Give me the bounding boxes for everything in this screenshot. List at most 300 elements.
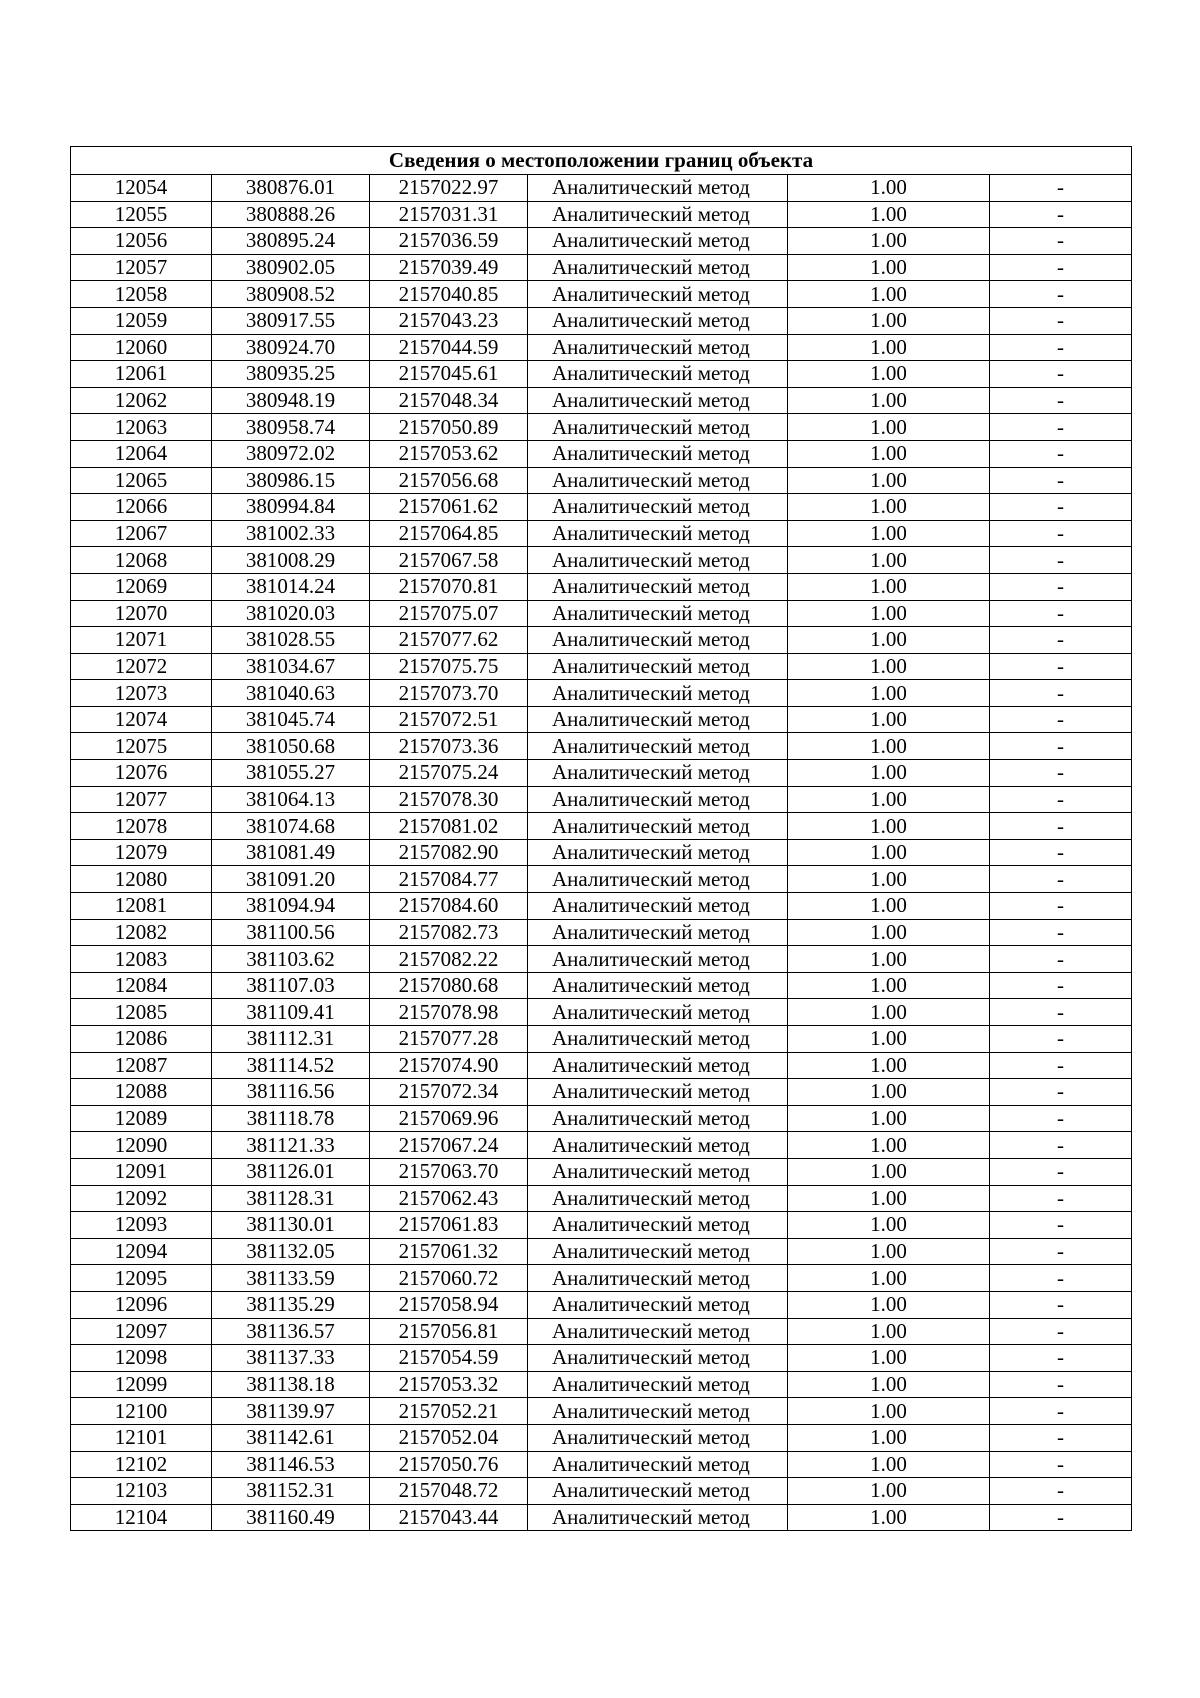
method-cell: Аналитический метод: [528, 653, 788, 680]
note-cell: -: [990, 387, 1132, 414]
table-row: [71, 1345, 1132, 1372]
note-cell: -: [990, 972, 1132, 999]
note-cell: -: [990, 520, 1132, 547]
y-coordinate-cell: 2157062.43: [370, 1185, 528, 1212]
method-cell: Аналитический метод: [528, 1318, 788, 1345]
table-row: [71, 1185, 1132, 1212]
y-coordinate-cell: 2157039.49: [370, 254, 528, 281]
accuracy-cell: 1.00: [788, 281, 990, 308]
accuracy-cell: 1.00: [788, 1052, 990, 1079]
accuracy-cell: 1.00: [788, 414, 990, 441]
x-coordinate-cell: 381116.56: [212, 1079, 370, 1106]
accuracy-cell: 1.00: [788, 361, 990, 388]
point-number-cell: 12066: [71, 494, 212, 521]
accuracy-cell: 1.00: [788, 680, 990, 707]
note-cell: -: [990, 1345, 1132, 1372]
table-row: [71, 839, 1132, 866]
note-cell: -: [990, 1398, 1132, 1425]
accuracy-cell: 1.00: [788, 1398, 990, 1425]
note-cell: -: [990, 1052, 1132, 1079]
note-cell: -: [990, 1318, 1132, 1345]
method-cell: Аналитический метод: [528, 1238, 788, 1265]
method-cell: Аналитический метод: [528, 627, 788, 654]
table-row: [71, 254, 1132, 281]
note-cell: -: [990, 600, 1132, 627]
x-coordinate-cell: 381064.13: [212, 786, 370, 813]
y-coordinate-cell: 2157070.81: [370, 573, 528, 600]
table-row: [71, 1478, 1132, 1505]
table-row: [71, 1052, 1132, 1079]
y-coordinate-cell: 2157053.32: [370, 1371, 528, 1398]
note-cell: -: [990, 919, 1132, 946]
method-cell: Аналитический метод: [528, 1478, 788, 1505]
x-coordinate-cell: 381133.59: [212, 1265, 370, 1292]
table-row: [71, 760, 1132, 787]
y-coordinate-cell: 2157036.59: [370, 228, 528, 255]
accuracy-cell: 1.00: [788, 946, 990, 973]
table-row: [71, 1398, 1132, 1425]
accuracy-cell: 1.00: [788, 1212, 990, 1239]
table-row: [71, 334, 1132, 361]
method-cell: Аналитический метод: [528, 733, 788, 760]
point-number-cell: 12083: [71, 946, 212, 973]
table-row: [71, 361, 1132, 388]
accuracy-cell: 1.00: [788, 467, 990, 494]
accuracy-cell: 1.00: [788, 627, 990, 654]
accuracy-cell: 1.00: [788, 1424, 990, 1451]
table-row: [71, 1212, 1132, 1239]
y-coordinate-cell: 2157073.36: [370, 733, 528, 760]
table-row: [71, 1026, 1132, 1053]
x-coordinate-cell: 381121.33: [212, 1132, 370, 1159]
x-coordinate-cell: 381139.97: [212, 1398, 370, 1425]
x-coordinate-cell: 380902.05: [212, 254, 370, 281]
point-number-cell: 12061: [71, 361, 212, 388]
point-number-cell: 12077: [71, 786, 212, 813]
point-number-cell: 12055: [71, 201, 212, 228]
y-coordinate-cell: 2157022.97: [370, 175, 528, 202]
method-cell: Аналитический метод: [528, 1398, 788, 1425]
table-row: [71, 972, 1132, 999]
table-row: [71, 1291, 1132, 1318]
note-cell: -: [990, 946, 1132, 973]
accuracy-cell: 1.00: [788, 1345, 990, 1372]
method-cell: Аналитический метод: [528, 786, 788, 813]
point-number-cell: 12102: [71, 1451, 212, 1478]
note-cell: -: [990, 414, 1132, 441]
point-number-cell: 12065: [71, 467, 212, 494]
point-number-cell: 12075: [71, 733, 212, 760]
accuracy-cell: 1.00: [788, 866, 990, 893]
method-cell: Аналитический метод: [528, 281, 788, 308]
method-cell: Аналитический метод: [528, 1212, 788, 1239]
x-coordinate-cell: 381132.05: [212, 1238, 370, 1265]
x-coordinate-cell: 381138.18: [212, 1371, 370, 1398]
table-row: [71, 201, 1132, 228]
table-row: [71, 307, 1132, 334]
note-cell: -: [990, 1424, 1132, 1451]
x-coordinate-cell: 380972.02: [212, 440, 370, 467]
table-row: [71, 919, 1132, 946]
x-coordinate-cell: 381008.29: [212, 547, 370, 574]
table-row: [71, 866, 1132, 893]
note-cell: -: [990, 1451, 1132, 1478]
method-cell: Аналитический метод: [528, 600, 788, 627]
accuracy-cell: 1.00: [788, 1265, 990, 1292]
accuracy-cell: 1.00: [788, 733, 990, 760]
table-row: [71, 813, 1132, 840]
table-row: [71, 1238, 1132, 1265]
method-cell: Аналитический метод: [528, 254, 788, 281]
note-cell: -: [990, 547, 1132, 574]
table-row: [71, 786, 1132, 813]
x-coordinate-cell: 381028.55: [212, 627, 370, 654]
table-row: [71, 547, 1132, 574]
method-cell: Аналитический метод: [528, 547, 788, 574]
x-coordinate-cell: 381146.53: [212, 1451, 370, 1478]
y-coordinate-cell: 2157072.34: [370, 1079, 528, 1106]
table-row: [71, 1079, 1132, 1106]
accuracy-cell: 1.00: [788, 1079, 990, 1106]
x-coordinate-cell: 380958.74: [212, 414, 370, 441]
accuracy-cell: 1.00: [788, 813, 990, 840]
point-number-cell: 12079: [71, 839, 212, 866]
accuracy-cell: 1.00: [788, 1158, 990, 1185]
x-coordinate-cell: 381081.49: [212, 839, 370, 866]
table-row: [71, 440, 1132, 467]
table-row: [71, 946, 1132, 973]
note-cell: -: [990, 1478, 1132, 1505]
table-row: [71, 467, 1132, 494]
method-cell: Аналитический метод: [528, 1265, 788, 1292]
note-cell: -: [990, 494, 1132, 521]
y-coordinate-cell: 2157064.85: [370, 520, 528, 547]
y-coordinate-cell: 2157081.02: [370, 813, 528, 840]
table-row: [71, 627, 1132, 654]
x-coordinate-cell: 380924.70: [212, 334, 370, 361]
note-cell: -: [990, 467, 1132, 494]
x-coordinate-cell: 380917.55: [212, 307, 370, 334]
y-coordinate-cell: 2157048.34: [370, 387, 528, 414]
table-row: [71, 706, 1132, 733]
point-number-cell: 12098: [71, 1345, 212, 1372]
method-cell: Аналитический метод: [528, 1132, 788, 1159]
accuracy-cell: 1.00: [788, 1291, 990, 1318]
table-row: [71, 1424, 1132, 1451]
x-coordinate-cell: 381091.20: [212, 866, 370, 893]
point-number-cell: 12063: [71, 414, 212, 441]
note-cell: -: [990, 1105, 1132, 1132]
x-coordinate-cell: 380908.52: [212, 281, 370, 308]
accuracy-cell: 1.00: [788, 440, 990, 467]
point-number-cell: 12096: [71, 1291, 212, 1318]
method-cell: Аналитический метод: [528, 414, 788, 441]
x-coordinate-cell: 381114.52: [212, 1052, 370, 1079]
note-cell: -: [990, 627, 1132, 654]
y-coordinate-cell: 2157084.60: [370, 893, 528, 920]
x-coordinate-cell: 381136.57: [212, 1318, 370, 1345]
method-cell: Аналитический метод: [528, 1291, 788, 1318]
x-coordinate-cell: 381002.33: [212, 520, 370, 547]
table-row: [71, 733, 1132, 760]
note-cell: -: [990, 1504, 1132, 1531]
method-cell: Аналитический метод: [528, 919, 788, 946]
note-cell: -: [990, 839, 1132, 866]
accuracy-cell: 1.00: [788, 839, 990, 866]
y-coordinate-cell: 2157078.30: [370, 786, 528, 813]
x-coordinate-cell: 380876.01: [212, 175, 370, 202]
note-cell: -: [990, 1371, 1132, 1398]
x-coordinate-cell: 381109.41: [212, 999, 370, 1026]
accuracy-cell: 1.00: [788, 706, 990, 733]
point-number-cell: 12089: [71, 1105, 212, 1132]
y-coordinate-cell: 2157061.83: [370, 1212, 528, 1239]
table-row: [71, 494, 1132, 521]
method-cell: Аналитический метод: [528, 201, 788, 228]
point-number-cell: 12071: [71, 627, 212, 654]
accuracy-cell: 1.00: [788, 334, 990, 361]
accuracy-cell: 1.00: [788, 893, 990, 920]
table-row: [71, 653, 1132, 680]
note-cell: -: [990, 1026, 1132, 1053]
method-cell: Аналитический метод: [528, 1105, 788, 1132]
method-cell: Аналитический метод: [528, 334, 788, 361]
method-cell: Аналитический метод: [528, 307, 788, 334]
point-number-cell: 12084: [71, 972, 212, 999]
x-coordinate-cell: 381137.33: [212, 1345, 370, 1372]
table-body: [71, 147, 1132, 1531]
y-coordinate-cell: 2157063.70: [370, 1158, 528, 1185]
note-cell: -: [990, 1212, 1132, 1239]
method-cell: Аналитический метод: [528, 520, 788, 547]
y-coordinate-cell: 2157045.61: [370, 361, 528, 388]
y-coordinate-cell: 2157056.68: [370, 467, 528, 494]
table-row: [71, 680, 1132, 707]
y-coordinate-cell: 2157050.89: [370, 414, 528, 441]
y-coordinate-cell: 2157075.07: [370, 600, 528, 627]
x-coordinate-cell: 381034.67: [212, 653, 370, 680]
note-cell: -: [990, 706, 1132, 733]
point-number-cell: 12069: [71, 573, 212, 600]
point-number-cell: 12081: [71, 893, 212, 920]
accuracy-cell: 1.00: [788, 1371, 990, 1398]
note-cell: -: [990, 1238, 1132, 1265]
point-number-cell: 12100: [71, 1398, 212, 1425]
note-cell: -: [990, 653, 1132, 680]
accuracy-cell: 1.00: [788, 760, 990, 787]
method-cell: Аналитический метод: [528, 573, 788, 600]
accuracy-cell: 1.00: [788, 999, 990, 1026]
accuracy-cell: 1.00: [788, 972, 990, 999]
x-coordinate-cell: 381103.62: [212, 946, 370, 973]
x-coordinate-cell: 381040.63: [212, 680, 370, 707]
method-cell: Аналитический метод: [528, 467, 788, 494]
y-coordinate-cell: 2157043.44: [370, 1504, 528, 1531]
note-cell: -: [990, 733, 1132, 760]
table-row: [71, 1158, 1132, 1185]
table-row: [71, 1318, 1132, 1345]
point-number-cell: 12057: [71, 254, 212, 281]
accuracy-cell: 1.00: [788, 1451, 990, 1478]
point-number-cell: 12054: [71, 175, 212, 202]
y-coordinate-cell: 2157040.85: [370, 281, 528, 308]
point-number-cell: 12060: [71, 334, 212, 361]
point-number-cell: 12064: [71, 440, 212, 467]
note-cell: -: [990, 1158, 1132, 1185]
note-cell: -: [990, 307, 1132, 334]
y-coordinate-cell: 2157069.96: [370, 1105, 528, 1132]
accuracy-cell: 1.00: [788, 387, 990, 414]
note-cell: -: [990, 1185, 1132, 1212]
method-cell: Аналитический метод: [528, 1371, 788, 1398]
point-number-cell: 12085: [71, 999, 212, 1026]
point-number-cell: 12068: [71, 547, 212, 574]
table-row: [71, 1371, 1132, 1398]
y-coordinate-cell: 2157077.28: [370, 1026, 528, 1053]
accuracy-cell: 1.00: [788, 1318, 990, 1345]
point-number-cell: 12087: [71, 1052, 212, 1079]
table-row: [71, 228, 1132, 255]
method-cell: Аналитический метод: [528, 228, 788, 255]
accuracy-cell: 1.00: [788, 228, 990, 255]
note-cell: -: [990, 281, 1132, 308]
x-coordinate-cell: 381142.61: [212, 1424, 370, 1451]
method-cell: Аналитический метод: [528, 972, 788, 999]
method-cell: Аналитический метод: [528, 1504, 788, 1531]
table-row: [71, 600, 1132, 627]
note-cell: -: [990, 573, 1132, 600]
point-number-cell: 12097: [71, 1318, 212, 1345]
x-coordinate-cell: 380994.84: [212, 494, 370, 521]
table-row: [71, 1105, 1132, 1132]
x-coordinate-cell: 381014.24: [212, 573, 370, 600]
point-number-cell: 12080: [71, 866, 212, 893]
method-cell: Аналитический метод: [528, 440, 788, 467]
x-coordinate-cell: 381112.31: [212, 1026, 370, 1053]
table-row: [71, 520, 1132, 547]
y-coordinate-cell: 2157075.24: [370, 760, 528, 787]
table-row: [71, 1132, 1132, 1159]
y-coordinate-cell: 2157053.62: [370, 440, 528, 467]
point-number-cell: 12059: [71, 307, 212, 334]
y-coordinate-cell: 2157061.62: [370, 494, 528, 521]
y-coordinate-cell: 2157060.72: [370, 1265, 528, 1292]
y-coordinate-cell: 2157056.81: [370, 1318, 528, 1345]
x-coordinate-cell: 380895.24: [212, 228, 370, 255]
method-cell: Аналитический метод: [528, 866, 788, 893]
point-number-cell: 12058: [71, 281, 212, 308]
table-row: [71, 999, 1132, 1026]
x-coordinate-cell: 381050.68: [212, 733, 370, 760]
accuracy-cell: 1.00: [788, 1105, 990, 1132]
point-number-cell: 12104: [71, 1504, 212, 1531]
accuracy-cell: 1.00: [788, 307, 990, 334]
table-row: [71, 175, 1132, 202]
x-coordinate-cell: 381100.56: [212, 919, 370, 946]
y-coordinate-cell: 2157054.59: [370, 1345, 528, 1372]
point-number-cell: 12062: [71, 387, 212, 414]
note-cell: -: [990, 893, 1132, 920]
point-number-cell: 12074: [71, 706, 212, 733]
x-coordinate-cell: 381118.78: [212, 1105, 370, 1132]
x-coordinate-cell: 380986.15: [212, 467, 370, 494]
y-coordinate-cell: 2157052.04: [370, 1424, 528, 1451]
method-cell: Аналитический метод: [528, 1424, 788, 1451]
accuracy-cell: 1.00: [788, 1132, 990, 1159]
accuracy-cell: 1.00: [788, 1504, 990, 1531]
accuracy-cell: 1.00: [788, 494, 990, 521]
x-coordinate-cell: 381107.03: [212, 972, 370, 999]
method-cell: Аналитический метод: [528, 387, 788, 414]
y-coordinate-cell: 2157052.21: [370, 1398, 528, 1425]
point-number-cell: 12078: [71, 813, 212, 840]
accuracy-cell: 1.00: [788, 1026, 990, 1053]
y-coordinate-cell: 2157084.77: [370, 866, 528, 893]
note-cell: -: [990, 254, 1132, 281]
method-cell: Аналитический метод: [528, 760, 788, 787]
y-coordinate-cell: 2157044.59: [370, 334, 528, 361]
x-coordinate-cell: 381094.94: [212, 893, 370, 920]
point-number-cell: 12091: [71, 1158, 212, 1185]
y-coordinate-cell: 2157043.23: [370, 307, 528, 334]
x-coordinate-cell: 381128.31: [212, 1185, 370, 1212]
accuracy-cell: 1.00: [788, 175, 990, 202]
method-cell: Аналитический метод: [528, 494, 788, 521]
note-cell: -: [990, 175, 1132, 202]
point-number-cell: 12082: [71, 919, 212, 946]
method-cell: Аналитический метод: [528, 175, 788, 202]
table-row: [71, 893, 1132, 920]
x-coordinate-cell: 381074.68: [212, 813, 370, 840]
y-coordinate-cell: 2157073.70: [370, 680, 528, 707]
method-cell: Аналитический метод: [528, 680, 788, 707]
y-coordinate-cell: 2157058.94: [370, 1291, 528, 1318]
accuracy-cell: 1.00: [788, 919, 990, 946]
y-coordinate-cell: 2157031.31: [370, 201, 528, 228]
note-cell: -: [990, 201, 1132, 228]
point-number-cell: 12094: [71, 1238, 212, 1265]
y-coordinate-cell: 2157082.22: [370, 946, 528, 973]
method-cell: Аналитический метод: [528, 839, 788, 866]
method-cell: Аналитический метод: [528, 1158, 788, 1185]
method-cell: Аналитический метод: [528, 1026, 788, 1053]
y-coordinate-cell: 2157082.73: [370, 919, 528, 946]
y-coordinate-cell: 2157048.72: [370, 1478, 528, 1505]
table-row: [71, 414, 1132, 441]
note-cell: -: [990, 1132, 1132, 1159]
accuracy-cell: 1.00: [788, 653, 990, 680]
x-coordinate-cell: 381020.03: [212, 600, 370, 627]
method-cell: Аналитический метод: [528, 999, 788, 1026]
table-title: Сведения о местоположении границ объекта: [71, 147, 1132, 175]
table-row: [71, 387, 1132, 414]
point-number-cell: 12092: [71, 1185, 212, 1212]
table-row: [71, 1504, 1132, 1531]
point-number-cell: 12088: [71, 1079, 212, 1106]
accuracy-cell: 1.00: [788, 600, 990, 627]
accuracy-cell: 1.00: [788, 254, 990, 281]
point-number-cell: 12090: [71, 1132, 212, 1159]
method-cell: Аналитический метод: [528, 1052, 788, 1079]
method-cell: Аналитический метод: [528, 1185, 788, 1212]
x-coordinate-cell: 381055.27: [212, 760, 370, 787]
point-number-cell: 12099: [71, 1371, 212, 1398]
point-number-cell: 12076: [71, 760, 212, 787]
method-cell: Аналитический метод: [528, 706, 788, 733]
x-coordinate-cell: 380888.26: [212, 201, 370, 228]
accuracy-cell: 1.00: [788, 1185, 990, 1212]
point-number-cell: 12067: [71, 520, 212, 547]
